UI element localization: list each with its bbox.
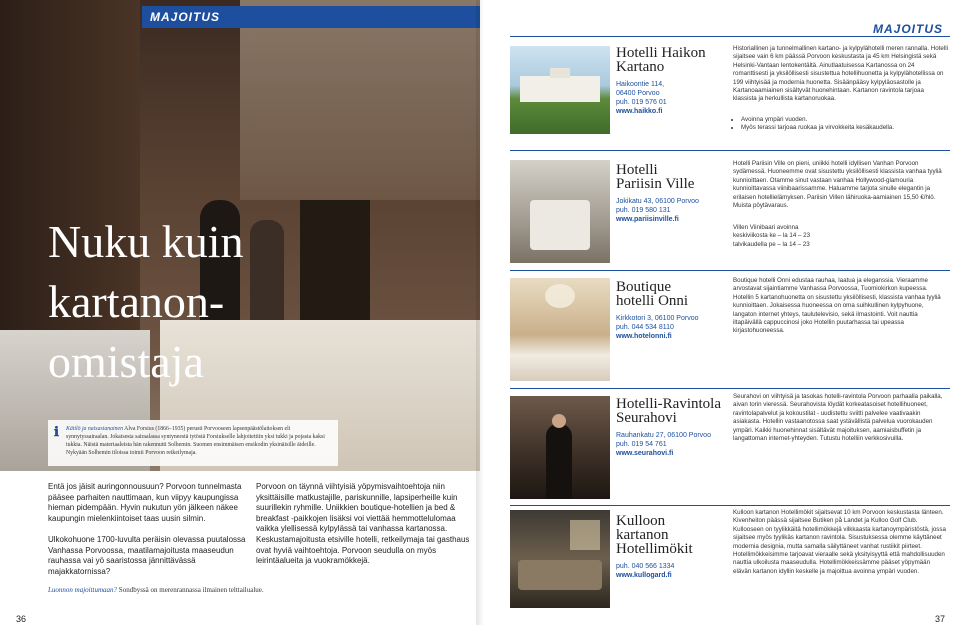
hotel-pariisin-info: Jokikatu 43, 06100 Porvoo puh. 019 580 131 www.pariisinville.fi	[616, 197, 731, 224]
hotel-pariisin-desc: Hotelli Pariisin Ville on pieni, uniikki hotelli idyllisen Vanhan Porvoon sydämessä. Huoneemme ovat sisustettu yksilöllisesti klassista vanhaa tyyliä kunnioittaen. Otamme sinut vastaan vanhaa Hollywood-glamouria kunnioittavassa viinibaarissamme. Haluamme tarjota sinulle elegantin ja erilaisen hotellielämyksen. Pariisin Villen lähiruoka-aamiainen 15,50 €/hlö. Muista pöytävaraus.	[733, 160, 942, 210]
hotel-kulloo-web[interactable]: www.kullogard.fi	[616, 572, 672, 579]
hotel-onni-info: Kirkkotori 3, 06100 Porvoo puh. 044 534 8110 www.hotelonni.fi	[616, 314, 731, 341]
hotel-onni-web[interactable]: www.hotelonni.fi	[616, 333, 672, 340]
hotel-onni-desc: Boutique hotelli Onni edustaa rauhaa, laatua ja eleganssia. Vieraamme arvostavat sijaintiamme Vanhassa Porvoossa, Tuomiokirkon kupeessa. Hotellin 5 kartanohuonetta on sisustettu yksilöllisesti, klassista vanhaa tyyliä kunnioittaen. Jokaisessa huoneessa on oma suihkullinen kylpyhuone, langaton internet yhteys, taulutelevisio, sekä ilmastointi. Voit nauttia iltapäivällä cappuccinosi joko Hotellin puutarhassa tai upeassa kirjastohuoneessa.	[733, 277, 941, 335]
hotel-pariisin-name: Hotelli Pariisin Ville	[616, 162, 695, 192]
hotel-haikko-bullets	[733, 116, 956, 133]
hotel-pariisin-extra: Villen Viinibaari avoinna keskiviikosta ke – la 14 – 23 talvikaudella pe – la 14 – 23	[733, 224, 811, 248]
bullet-item: • Myös terassi tarjoaa ruokaa ja virvokkeita kesäkaudella.	[741, 124, 956, 132]
tag-rule	[510, 36, 950, 37]
footnote	[48, 586, 468, 594]
intro-col-1: Entä jos jäisit auringonnousuun? Porvoon tunnelmasta pääsee parhaiten nauttimaan, kun viipyy kaupungissa hieman pidempään. Hyvin nukutun yön jälkeen näkee kaupungin mielenkiintoiset taas uusin silmin. Ulkokohuone 1700-luvulta peräisin olevassa puutalossa Vanhassa Porvoossa, maatilamajoitusta maaseudun rauhassa vai yö saaristossa jännittävässä majakkatornissa?	[48, 482, 246, 576]
hotel-seurahovi-desc: Seurahovi on viihtyisä ja tasokas hotelli-ravintola Porvoon parhaalla paikalla, aivan torin vieressä. Seurahovista löydät korkeatasoiset hotellihuoneet, ravintolapalvelut ja kokoustilat - uudistettu sviitti palvelee vaativaakin asiakasta. Hotellin vastaanotossa saat ystävällistä palvelua vuorokauden ympäri. Kaikki huonehinnat sisältävät majoituksen, aamiaisbuffetin ja langattoman internet-yhteyden. Tutustu hotelliin verkkosivuilla.	[733, 393, 943, 443]
hotel-kulloo-info: puh. 040 566 1334 www.kullogard.fi	[616, 562, 731, 580]
hotel-seurahovi-name: Hotelli-Ravintola Seurahovi	[616, 396, 721, 426]
hotel-haikko-desc: Historiallinen ja tunnelmallinen kartano- ja kylpylähotelli meren rannalla. Hotelli sijaitsee vain 6 km päässä Porvoon keskustasta ja 45 km Helsingistä sekä Helsinki-Vantaan lentokentältä. Ainutlaatuisessa Kartanossa on 24 romanttisesti ja yksilöllisesti sisustettua hotellihuonetta ja kylpylähotellissa on 199 viihtyisää ja modernia huonetta. Sisäänpääsy kylpyläosastolle ja Kartanoaamiainen sisältyvät huonehintaan. Kartanon ravintola tarjoaa klassista ja herkullista kartanoruokaa.	[733, 45, 948, 103]
right-page	[480, 0, 960, 625]
intro-col-2: Porvoon on täynnä viihtyisiä yöpymisvaihtoehtoja niin yksittäisille matkustajille, pariskunnille, lapsiperheille kuin suurillekin ryhmille. Uniikkien boutique-hotellien ja bed & breakfast -paikkojen lisäksi voi viettää hemmottelulomaa vaikka ylellisessä kylpylässä tai vanhassa kartanossa. Keskustamajoitusta etsiville hotelli, retkeilymaja tai gasthaus ovat hyviä vaihtoehtoja. Porvoon seudulla on myös leirintäalueita ja vuokramökkejä.	[256, 482, 470, 566]
divider	[510, 270, 950, 271]
page-number-left: 36	[16, 614, 27, 624]
hotel-kulloo-name: Kulloon kartanon Hotellimökit	[616, 513, 693, 557]
divider	[510, 388, 950, 389]
footnote-text: Sondbyssä on merenrannassa ilmainen telttailualue.	[118, 586, 264, 594]
hotel-haikko-info: Haikoontie 114, 06400 Porvoo puh. 019 576 01 www.haikko.fi	[616, 80, 726, 116]
hotel-seurahovi-web[interactable]: www.seurahovi.fi	[616, 450, 674, 457]
hotel-kulloo-desc: Kulloon kartanon Hotellimökit sijaitsevat 10 km Porvoon keskustasta länteen. Kivenheiton päässä sijaitsee Butiken på Landet ja Kulloo Golf Club. Kullooseen on tyylikkäitä hotellimökkejä vilkkaasta kartanoympäristöstä, jossa sijaitsee myös tyylikäs kartanon ravintola. Sisustuksessa olemme käyttäneet modernia designia, mutta samalla säilyttäneet vanhat rustiikit piirteet. Hotellimökkeisimme tarjoavat vieraalle sekä yksityisyyttä että mahdollisuuden nauttia ulkoilusta maaseudulla. Hotellimökkeissämme pääset yöpymään elävän kartanon idyllin keskelle ja majoittua avoinna ympäri vuoden.	[733, 509, 946, 575]
hotel-haikko-web[interactable]: www.haikko.fi	[616, 108, 663, 115]
hotel-haikko-name: Hotelli Haikon Kartano	[616, 45, 706, 75]
headline-line-1: Nuku kuin	[48, 216, 244, 267]
headline-line-2: kartanon-	[48, 276, 225, 327]
info-icon: ℹ	[54, 425, 59, 440]
hotel-pariisin-photo	[510, 160, 610, 263]
footnote-italic: Luonnon majoittumaan?	[48, 586, 118, 594]
hotel-seurahovi-photo	[510, 396, 610, 499]
divider	[510, 150, 950, 151]
caption-box	[48, 420, 338, 466]
divider	[510, 505, 950, 506]
hotel-kulloo-photo	[510, 510, 610, 608]
caption-italic: Kätilö ja naisasianainen	[66, 426, 124, 432]
headline-line-3: omistaja	[48, 336, 204, 387]
section-tag: MAJOITUS	[150, 10, 221, 24]
headline	[48, 212, 408, 392]
caption-text: Alva Forsius (1866–1935) perusti Porvooseen lapsenpäästölaitoksen eli synnytyssairaalan. Jokaisesta sairaalassa syntyneestä tytöstä Forsiukselle lahjoitettiin yksi tukki ja pojasta kaksi tukkia. Näistä materiaaleista hän rakennutti Solhemin. Suomen ensimmäisen ensikodin yksinäisille äideille. Nykyään Solhemin tiloissa toimii Porvoon retkeilymaja.	[66, 426, 325, 456]
bullet-item: • Avoinna ympäri vuoden.	[741, 116, 956, 124]
hotel-onni-photo	[510, 278, 610, 381]
section-tag-bar	[142, 6, 480, 28]
hotel-seurahovi-info: Rauhankatu 27, 06100 Porvoo puh. 019 54 761 www.seurahovi.fi	[616, 431, 731, 458]
section-tag-right: MAJOITUS	[873, 22, 944, 36]
hotel-haikko-photo	[510, 46, 610, 134]
hotel-pariisin-web[interactable]: www.pariisinville.fi	[616, 216, 679, 223]
hotel-onni-name: Boutique hotelli Onni	[616, 279, 689, 309]
page-number-right: 37	[935, 614, 946, 624]
